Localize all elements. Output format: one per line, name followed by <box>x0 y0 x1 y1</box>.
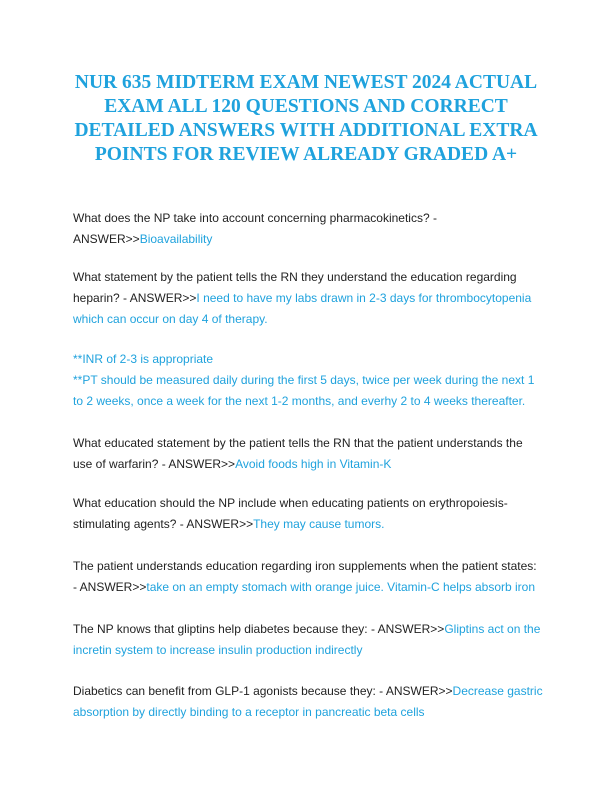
qa-item-gliptins <box>73 619 543 661</box>
qa-item-heparin <box>73 267 543 330</box>
note-pt-line-1: **PT should be measured daily during the first 5 days, twice per week during the next 1 <box>73 373 535 387</box>
question-text: What does the NP take into account concerning pharmacokinetics? - ANSWER>> <box>73 211 437 246</box>
answer-text: Bioavailability <box>139 232 213 246</box>
qa-item-erythropoiesis <box>73 493 543 535</box>
qa-item-pharmacokinetics <box>73 208 543 250</box>
qa-item-glp1 <box>73 681 543 723</box>
note-inr: **INR of 2-3 is appropriate <box>73 352 214 366</box>
question-text: The NP knows that gliptins help diabetes because they: - ANSWER>> <box>73 622 445 636</box>
question-text: What statement by the patient tells the RN they understand the education regarding heparin? - ANSWER>> <box>73 270 517 305</box>
question-text: What educated statement by the patient tells the RN that the patient understands the use of warfarin? - ANSWER>> <box>73 436 523 471</box>
answer-text: take on an empty stomach with orange juice. Vitamin-C helps absorb iron <box>146 580 536 594</box>
qa-item-iron <box>73 556 543 598</box>
document-title: NUR 635 MIDTERM EXAM NEWEST 2024 ACTUAL EXAM ALL 120 QUESTIONS AND CORRECT DETAILED ANSWERS WITH ADDITIONAL EXTRA POINTS FOR REVIEW ALREADY GRADED A+ <box>74 72 538 165</box>
question-text: What education should the NP include when educating patients on erythropoiesis-stimulating agents? - ANSWER>> <box>73 496 508 531</box>
note-pt-line-2: to 2 weeks, once a week for the next 1-2 months, and everhy 2 to 4 weeks thereafter. <box>73 394 526 408</box>
answer-text: They may cause tumors. <box>253 517 385 531</box>
answer-text: Gliptins act on the incretin system to increase insulin production indirectly <box>73 622 541 657</box>
question-text: Diabetics can benefit from GLP-1 agonists because they: - ANSWER>> <box>73 684 453 698</box>
answer-text: I need to have my labs drawn in 2-3 days for thrombocytopenia which can occur on day 4 of therapy. <box>73 291 532 326</box>
answer-text: Decrease gastric absorption by directly binding to a receptor in pancreatic beta cells <box>73 684 543 719</box>
answer-text: Avoid foods high in Vitamin-K <box>235 457 392 471</box>
qa-item-warfarin <box>73 433 543 475</box>
question-text: The patient understands education regarding iron supplements when the patient states: - ANSWER>> <box>73 559 537 594</box>
